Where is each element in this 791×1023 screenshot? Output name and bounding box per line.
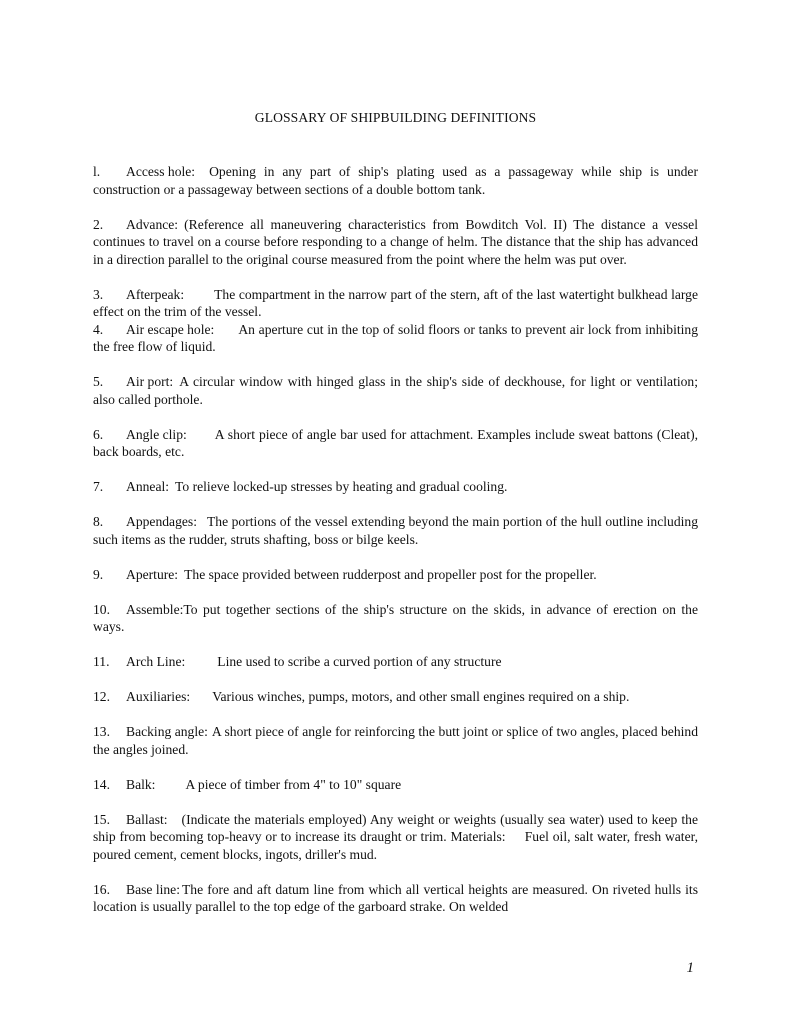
entry-definition: Various winches, pumps, motors, and other small engines required on a ship. bbox=[212, 689, 630, 704]
entry-number: 8. bbox=[93, 514, 104, 529]
entry-definition: Line used to scribe a curved portion of any structure bbox=[217, 654, 502, 669]
entry-number: l. bbox=[93, 164, 101, 179]
entry-number: 12. bbox=[93, 689, 110, 704]
entry-term: Backing angle: bbox=[126, 724, 208, 739]
entry-definition: A piece of timber from 4" to 10" square bbox=[185, 776, 402, 792]
glossary-entry bbox=[93, 513, 698, 548]
entry-number: 6. bbox=[93, 426, 104, 442]
glossary-entry bbox=[93, 286, 698, 321]
entry-definition: To relieve locked-up stresses by heating and gradual cooling. bbox=[175, 479, 508, 494]
glossary-entry bbox=[93, 776, 698, 794]
entry-definition: An aperture cut in the top of solid floors or tanks to prevent air lock from inhibiting the free flow of liquid. bbox=[93, 321, 698, 354]
entry-term: Air port: bbox=[126, 374, 174, 389]
entry-number: 14. bbox=[93, 776, 110, 792]
glossary-entry bbox=[93, 811, 702, 864]
glossary-entry bbox=[93, 723, 698, 758]
entry-term: Advance: bbox=[126, 216, 179, 232]
entry-term: Auxiliaries: bbox=[126, 689, 191, 704]
entry-definition: The compartment in the narrow part of the stern, aft of the last watertight bulkhead large effect on the trim of the vessel. bbox=[93, 286, 698, 319]
entry-term: Angle clip: bbox=[126, 426, 187, 442]
glossary-list bbox=[93, 163, 702, 916]
glossary-entry bbox=[93, 163, 698, 198]
glossary-entry bbox=[93, 321, 698, 356]
glossary-entry bbox=[93, 216, 698, 269]
entry-number: 16. bbox=[93, 881, 110, 897]
entry-term: Afterpeak: bbox=[126, 286, 185, 302]
entry-number: 2. bbox=[93, 216, 104, 232]
entry-number: 9. bbox=[93, 566, 104, 582]
entry-term: Access hole: bbox=[126, 164, 196, 179]
entry-definition: A short piece of angle for reinforcing the butt joint or splice of two angles, placed behind the angles joined. bbox=[93, 724, 698, 757]
entry-number: 3. bbox=[93, 286, 104, 302]
entry-definition: A circular window with hinged glass in the ship's side of deckhouse, for light or ventilation; also called porthole. bbox=[93, 374, 698, 407]
entry-term: Base line: bbox=[126, 881, 180, 897]
entry-term: Arch Line: bbox=[126, 654, 186, 669]
entry-term: Assemble: bbox=[126, 601, 184, 617]
glossary-entry bbox=[93, 881, 698, 916]
entry-definition: The portions of the vessel extending beyond the main portion of the hull outline including such items as the rudder, struts shafting, boss or bilge keels. bbox=[93, 514, 698, 547]
entry-term: Anneal: bbox=[126, 479, 170, 494]
entry-definition: The space provided between rudderpost and propeller post for the propeller. bbox=[184, 566, 597, 582]
glossary-entry bbox=[93, 688, 698, 706]
entry-number: 4. bbox=[93, 321, 104, 337]
glossary-entry bbox=[93, 653, 698, 671]
glossary-entry bbox=[93, 426, 698, 461]
entry-term: Air escape hole: bbox=[126, 321, 215, 337]
entry-term: Aperture: bbox=[126, 566, 179, 582]
entry-definition: (Reference all maneuvering characteristics from Bowditch Vol. II) The distance a vessel continues to travel on a course before responding to a change of helm. The distance that the ship has advanced in a direction parallel to the original course measured from the point where the helm was put over. bbox=[93, 216, 698, 267]
glossary-entry bbox=[93, 601, 698, 636]
entry-definition: Opening in any part of ship's plating used as a passageway while ship is under construction or a passageway between sections of a double bottom tank. bbox=[93, 164, 698, 197]
entry-number: 13. bbox=[93, 724, 110, 739]
glossary-entry bbox=[93, 478, 698, 496]
page-title: GLOSSARY OF SHIPBUILDING DEFINITIONS bbox=[254, 110, 537, 125]
entry-definition: To put together sections of the ship's structure on the skids, in advance of erection on the ways. bbox=[93, 601, 698, 634]
entry-definition: (Indicate the materials employed) Any weight or weights (usually sea water) used to keep the ship from becoming top-heavy or to increase its draught or trim. Materials: Fuel oil, salt water, fresh water, poured cement, cement blocks, ingots, driller's mud. bbox=[93, 811, 702, 862]
page-number: 1 bbox=[686, 960, 694, 976]
entry-number: 5. bbox=[93, 374, 104, 389]
entry-definition: A short piece of angle bar used for attachment. Examples include sweat battons (Cleat), back boards, etc. bbox=[93, 426, 698, 459]
glossary-entry bbox=[93, 373, 698, 408]
entry-number: 11. bbox=[93, 654, 110, 669]
glossary-entry bbox=[93, 566, 698, 584]
entry-term: Ballast: bbox=[126, 811, 168, 827]
entry-term: Balk: bbox=[126, 776, 156, 792]
entry-term: Appendages: bbox=[126, 514, 197, 529]
entry-number: 7. bbox=[93, 479, 104, 494]
entry-number: 10. bbox=[93, 601, 110, 617]
entry-definition: The fore and aft datum line from which all vertical heights are measured. On riveted hulls its location is usually parallel to the top edge of the garboard strake. On welded bbox=[93, 881, 698, 914]
entry-number: 15. bbox=[93, 811, 110, 827]
